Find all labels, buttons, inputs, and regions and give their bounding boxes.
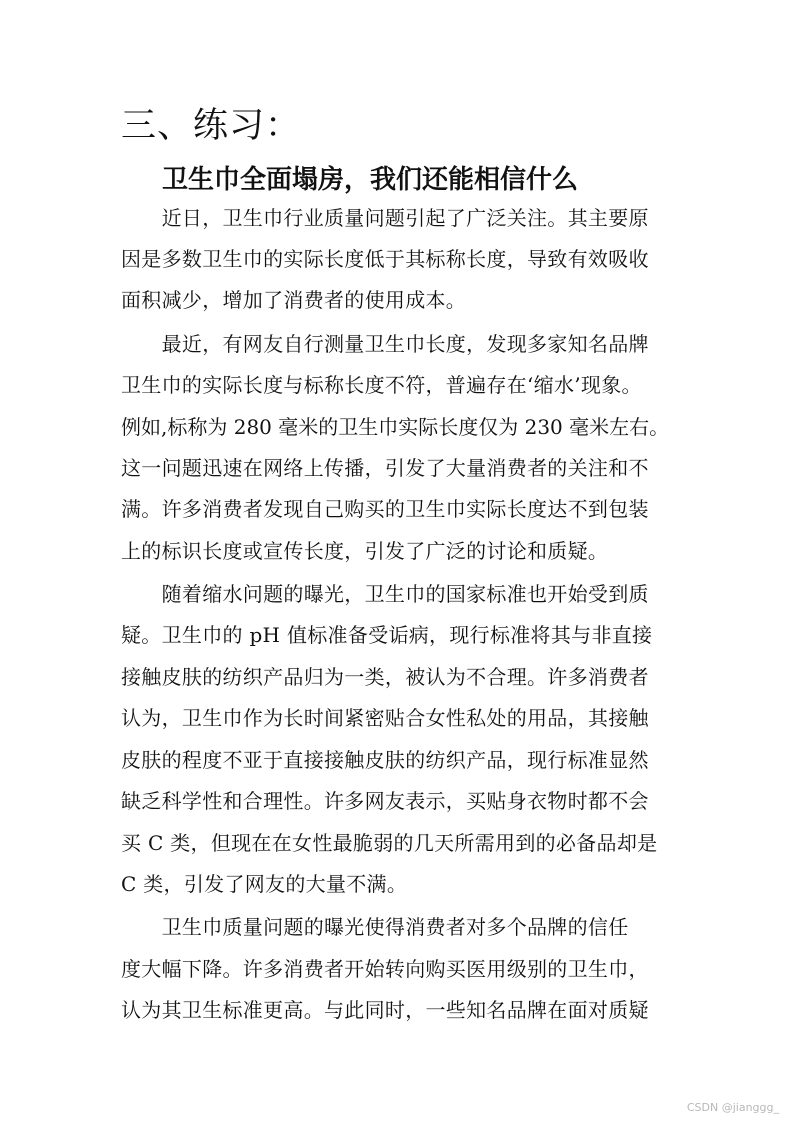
text-line-17: C 类，引发了网友的大量不满。 — [121, 872, 408, 896]
text-line-14: 皮肤的程度不亚于直接接触皮肤的纺织产品，现行标准显然 — [121, 748, 649, 772]
section-heading: 三、练习： — [121, 106, 302, 146]
text-line-10: 随着缩水问题的曝光，卫生巾的国家标准也开始受到质 — [121, 582, 649, 606]
watermark: CSDN @jianggg_ — [686, 1101, 779, 1114]
text-line-18: 卫生巾质量问题的曝光使得消费者对多个品牌的信任 — [121, 915, 629, 939]
text-line-8: 满。许多消费者发现自己购买的卫生巾实际长度达不到包装 — [121, 497, 649, 521]
article-title: 卫生巾全面塌房，我们还能相信什么 — [162, 165, 579, 195]
text-line-7: 这一问题迅速在网络上传播，引发了大量消费者的关注和不 — [121, 456, 649, 480]
text-line-20: 认为其卫生标准更高。与此同时，一些知名品牌在面对质疑 — [121, 998, 649, 1022]
text-line-15: 缺乏科学性和合理性。许多网友表示，买贴身衣物时都不会 — [121, 789, 649, 813]
text-line-19: 度大幅下降。许多消费者开始转向购买医用级别的卫生巾， — [121, 957, 649, 981]
text-line-12: 接触皮肤的纺织产品归为一类，被认为不合理。许多消费者 — [121, 665, 649, 689]
text-line-3: 面积减少，增加了消费者的使用成本。 — [121, 288, 467, 312]
text-line-11: 疑。卫生巾的 pH 值标准备受诟病，现行标准将其与非直接 — [121, 623, 653, 647]
text-line-13: 认为，卫生巾作为长时间紧密贴合女性私处的用品，其接触 — [121, 706, 649, 730]
text-line-5: 卫生巾的实际长度与标称长度不符，普遍存在‘缩水’现象。 — [121, 373, 642, 397]
text-line-6: 例如,标称为 280 毫米的卫生巾实际长度仅为 230 毫米左右。 — [121, 415, 670, 439]
text-line-4: 最近，有网友自行测量卫生巾长度，发现多家知名品牌 — [121, 332, 649, 356]
text-line-1: 近日，卫生巾行业质量问题引起了广泛关注。其主要原 — [121, 206, 649, 230]
text-line-9: 上的标识长度或宣传长度，引发了广泛的讨论和质疑。 — [121, 539, 609, 563]
text-line-16: 买 C 类，但现在在女性最脆弱的几天所需用到的必备品却是 — [121, 831, 658, 855]
text-line-2: 因是多数卫生巾的实际长度低于其标称长度，导致有效吸收 — [121, 247, 649, 271]
